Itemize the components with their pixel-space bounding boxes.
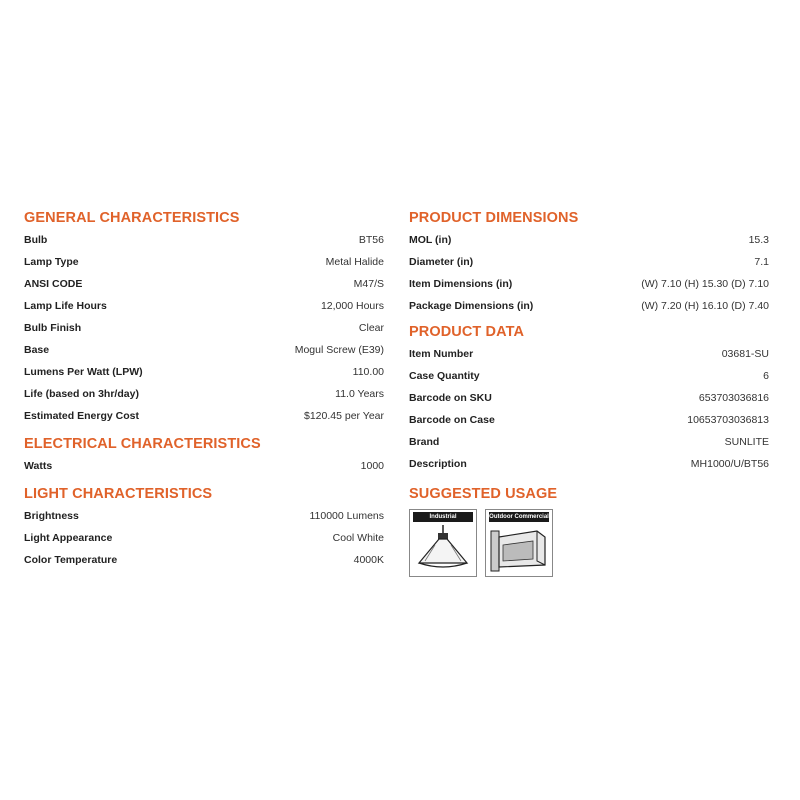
- spec-value: 653703036816: [698, 392, 769, 404]
- spec-label: Barcode on SKU: [409, 392, 492, 404]
- product-dimensions-section: [409, 207, 769, 317]
- spec-value: Metal Halide: [325, 256, 384, 268]
- suggested-usage-section: [409, 483, 769, 577]
- spec-label: Bulb Finish: [24, 322, 82, 334]
- spec-value: 1000: [360, 460, 384, 472]
- spec-label: Brand: [409, 436, 440, 448]
- section-title: PRODUCT DIMENSIONS: [409, 210, 579, 226]
- general-characteristics-section: [24, 207, 384, 427]
- spec-row: [24, 505, 384, 527]
- spec-row: [24, 317, 384, 339]
- spec-row: [409, 365, 769, 387]
- spec-label: Light Appearance: [24, 532, 113, 544]
- spec-value: 110.00: [352, 366, 384, 378]
- spec-label: Base: [24, 344, 50, 356]
- spec-label: Brightness: [24, 510, 79, 522]
- spec-label: MOL (in): [409, 234, 452, 246]
- spec-row: [24, 229, 384, 251]
- spec-row: [24, 273, 384, 295]
- spec-value: 12,000 Hours: [320, 300, 384, 312]
- spec-row: [24, 339, 384, 361]
- spec-row: [409, 251, 769, 273]
- spec-row: [24, 405, 384, 427]
- spec-value: Mogul Screw (E39): [294, 344, 384, 356]
- spec-value: SUNLITE: [724, 436, 769, 448]
- spec-label: Description: [409, 458, 467, 470]
- spec-value: 11.0 Years: [335, 388, 384, 400]
- usage-caption: Industrial: [413, 512, 473, 522]
- spec-row: [24, 383, 384, 405]
- right-column: [409, 207, 769, 577]
- spec-label: Color Temperature: [24, 554, 118, 566]
- spec-row: [409, 295, 769, 317]
- spec-row: [24, 455, 384, 477]
- spec-row: [409, 409, 769, 431]
- spec-label: Lumens Per Watt (LPW): [24, 366, 143, 378]
- wall-pack-fixture-icon: [489, 523, 549, 575]
- spec-label: Item Number: [409, 348, 474, 360]
- left-column: [24, 207, 384, 571]
- spec-value: 110000 Lumens: [309, 510, 384, 522]
- spec-row: [24, 361, 384, 383]
- spec-value: 4000K: [353, 554, 384, 566]
- electrical-characteristics-section: [24, 433, 384, 477]
- spec-row: [24, 527, 384, 549]
- light-characteristics-section: [24, 483, 384, 571]
- product-data-section: [409, 321, 769, 475]
- spec-value: 6: [763, 370, 769, 382]
- spec-value: (W) 7.10 (H) 15.30 (D) 7.10: [641, 278, 769, 290]
- spec-row: [409, 229, 769, 251]
- spec-value: $120.45 per Year: [304, 410, 384, 422]
- spec-row: [409, 387, 769, 409]
- usage-card-outdoor-commercial: [485, 509, 553, 577]
- spec-value: BT56: [358, 234, 384, 246]
- section-title: ELECTRICAL CHARACTERISTICS: [24, 436, 261, 452]
- spec-value: Clear: [358, 322, 384, 334]
- spec-row: [24, 251, 384, 273]
- spec-value: 10653703036813: [687, 414, 769, 426]
- usage-card-industrial: [409, 509, 477, 577]
- spec-label: Package Dimensions (in): [409, 300, 534, 312]
- spec-label: Diameter (in): [409, 256, 474, 268]
- spec-row: [409, 431, 769, 453]
- section-title: GENERAL CHARACTERISTICS: [24, 210, 240, 226]
- spec-label: Case Quantity: [409, 370, 480, 382]
- spec-row: [409, 453, 769, 475]
- spec-label: Lamp Life Hours: [24, 300, 107, 312]
- spec-value: Cool White: [332, 532, 384, 544]
- spec-label: Barcode on Case: [409, 414, 495, 426]
- spec-label: Lamp Type: [24, 256, 79, 268]
- spec-value: 15.3: [748, 234, 769, 246]
- usage-caption: Outdoor Commercial: [489, 514, 549, 520]
- spec-label: ANSI CODE: [24, 278, 83, 290]
- section-title: SUGGESTED USAGE: [409, 486, 558, 502]
- spec-value: M47/S: [353, 278, 384, 290]
- spec-row: [409, 273, 769, 295]
- spec-row: [409, 343, 769, 365]
- spec-label: Item Dimensions (in): [409, 278, 513, 290]
- spec-value: (W) 7.20 (H) 16.10 (D) 7.40: [641, 300, 769, 312]
- spec-row: [24, 295, 384, 317]
- spec-label: Life (based on 3hr/day): [24, 388, 139, 400]
- section-title: PRODUCT DATA: [409, 324, 525, 340]
- spec-label: Bulb: [24, 234, 48, 246]
- spec-value: 7.1: [754, 256, 769, 268]
- section-title: LIGHT CHARACTERISTICS: [24, 486, 213, 502]
- spec-value: MH1000/U/BT56: [690, 458, 769, 470]
- spec-label: Estimated Energy Cost: [24, 410, 139, 422]
- spec-label: Watts: [24, 460, 53, 472]
- high-bay-fixture-icon: [413, 523, 473, 575]
- spec-value: 03681-SU: [721, 348, 769, 360]
- spec-row: [24, 549, 384, 571]
